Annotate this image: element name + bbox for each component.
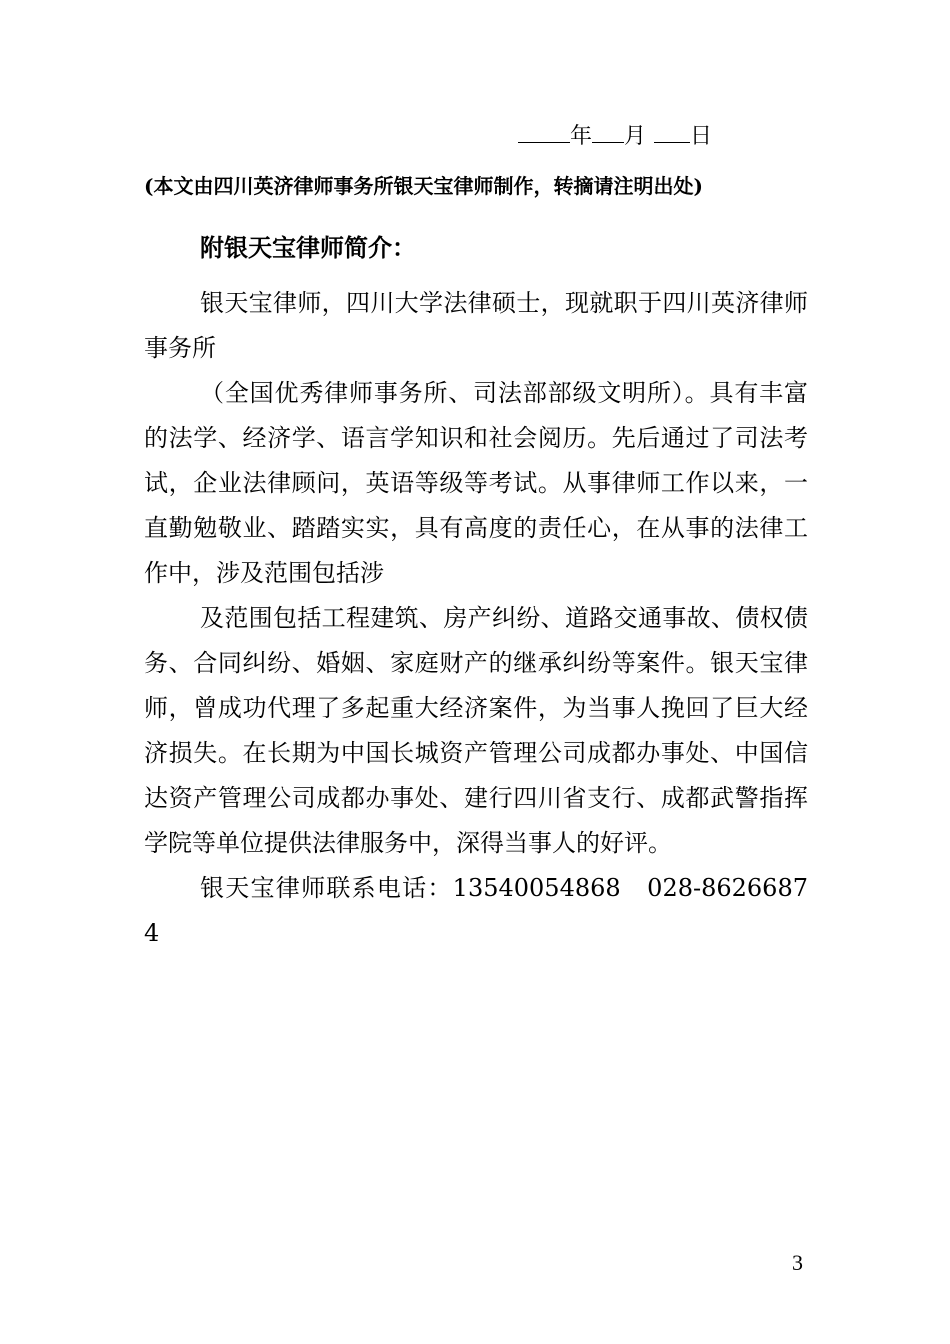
date-line xyxy=(518,118,818,154)
contact-paragraph: 银天宝律师联系电话：13540054868 028-86266874 xyxy=(144,874,808,947)
source-note: (本文由四川英济律师事务所银天宝律师制作，转摘请注明出处) xyxy=(144,174,703,198)
bio-paragraph-2: （全国优秀律师事务所、司法部部级文明所）。具有丰富的法学、经济学、语言学知识和社会阅历。先后通过了司法考试，企业法律顾问，英语等级等考试。从事律师工作以来，一直勤勉敬业、踏踏实实，具有高度的责任心，在从事的法律工作中，涉及范围包括涉 xyxy=(144,379,808,587)
day-label: 日 xyxy=(690,124,713,149)
bio-heading: 附银天宝律师简介： xyxy=(200,233,416,262)
day-blank xyxy=(654,118,690,143)
bio-paragraph-1: 银天宝律师，四川大学法律硕士，现就职于四川英济律师事务所 xyxy=(144,289,808,362)
month-blank xyxy=(592,118,624,143)
bio-paragraph-3: 及范围包括工程建筑、房产纠纷、道路交通事故、债权债务、合同纠纷、婚姻、家庭财产的继承纠纷等案件。银天宝律师，曾成功代理了多起重大经济案件，为当事人挽回了巨大经济损失。在长期为中国长城资产管理公司成都办事处、中国信达资产管理公司成都办事处、建行四川省支行、成都武警指挥学院等单位提供法律服务中，深得当事人的好评。 xyxy=(144,604,808,857)
year-blank xyxy=(518,118,570,143)
month-label: 月 xyxy=(624,124,647,149)
bio-body xyxy=(144,281,808,956)
page-number: 3 xyxy=(792,1250,803,1275)
year-label: 年 xyxy=(570,124,593,149)
